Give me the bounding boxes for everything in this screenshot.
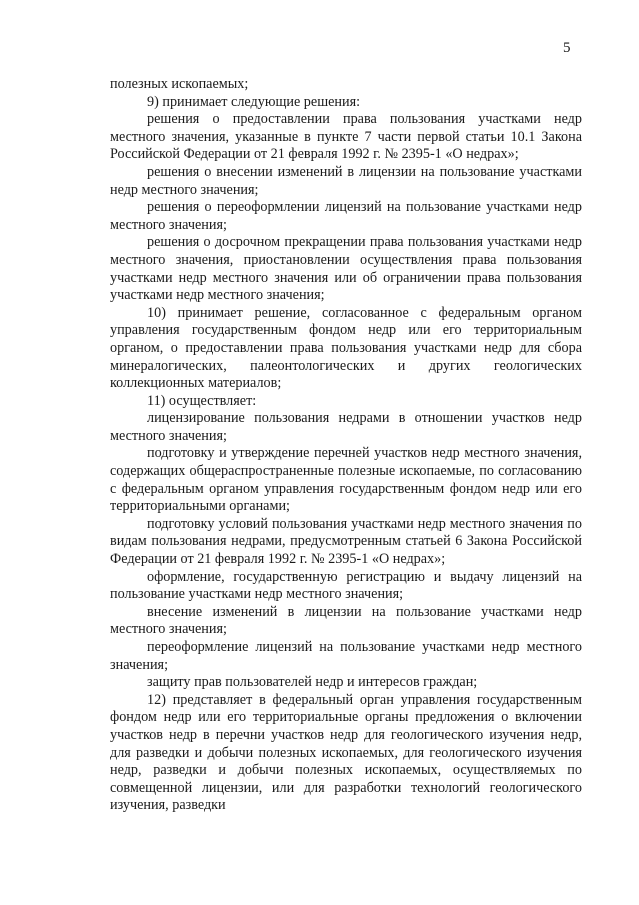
paragraph: 11) осуществляет:: [147, 392, 257, 409]
paragraph: полезных ископаемых;: [110, 76, 249, 92]
paragraph: подготовку и утверждение перечней участков недр местного значения, содержащих общераспространенные полезные ископаемые, по согласованию с федеральным органом управления государственным фондом недр или его территориальными органами;: [110, 445, 582, 515]
paragraph: 10) принимает решение, согласованное с федеральным органом управления государственным фондом недр или его территориальным органом, о предоставлении права пользования участками недр для сбора минералогических, палеонтологических и других геологических коллекционных материалов;: [110, 304, 582, 392]
page-number: 5: [563, 40, 571, 56]
paragraph: защиту прав пользователей недр и интересов граждан;: [147, 674, 478, 691]
paragraph: 9) принимает следующие решения:: [147, 93, 361, 110]
document-body: [110, 76, 582, 815]
paragraph: решения о досрочном прекращении права пользования участками недр местного значения, приостановлении осуществления права пользования участками недр местного значения или об ограничении права пользования участками недр местного значения;: [110, 234, 582, 304]
paragraph: подготовку условий пользования участками недр местного значения по видам пользования недрами, предусмотренным статьей 6 Закона Российской Федерации от 21 февраля 1992 г. № 2395-1 «О недрах»;: [110, 515, 582, 568]
paragraph: решения о предоставлении права пользования участками недр местного значения, указанные в пункте 7 части первой статьи 10.1 Закона Российской Федерации от 21 февраля 1992 г. № 2395-1 «О недрах»;: [110, 111, 582, 163]
paragraph: решения о переоформлении лицензий на пользование участками недр местного значения;: [110, 199, 582, 233]
paragraph: оформление, государственную регистрацию и выдачу лицензий на пользование участками недр местного значения;: [110, 568, 582, 603]
paragraph: внесение изменений в лицензии на пользование участками недр местного значения;: [110, 603, 582, 638]
paragraph: 12) представляет в федеральный орган управления государственным фондом недр или его территориальные органы предложения о включении участков недр в перечни участков недр для геологического изучения недр, для разведки и добычи полезных ископаемых, для геологического изучения недр, разведки и добычи полезных ископаемых, осуществляемых по совмещенной лицензии, или для разработки технологий геологического изучения, разведки: [110, 691, 582, 814]
paragraph: лицензирование пользования недрами в отношении участков недр местного значения;: [110, 410, 582, 444]
paragraph: переоформление лицензий на пользование участками недр местного значения;: [110, 639, 582, 673]
paragraph: решения о внесении изменений в лицензии на пользование участками недр местного значения;: [110, 163, 582, 198]
